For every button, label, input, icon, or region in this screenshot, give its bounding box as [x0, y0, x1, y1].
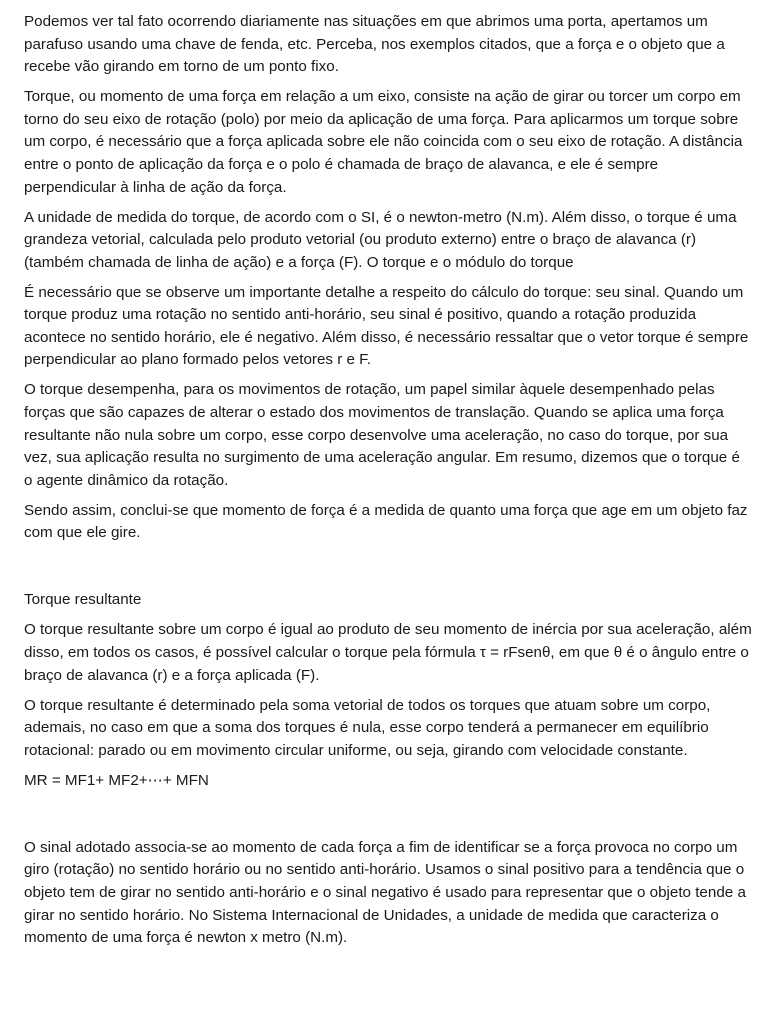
- paragraph-examples: Podemos ver tal fato ocorrendo diariamente nas situações em que abrimos uma porta, apertamos um parafuso usando uma chave de fenda, etc. Perceba, nos exemplos citados, que a força e o objeto que a recebe vão girando em torno de um ponto fixo.: [24, 13, 725, 76]
- spacer: [24, 800, 752, 837]
- document-page: [24, 11, 752, 957]
- spacer: [24, 552, 752, 589]
- formula-line: MR = MF1+ MF2+⋯+ MFN: [24, 771, 209, 789]
- paragraph-torque-sign: É necessário que se observe um importante detalhe a respeito do cálculo do torque: seu sinal. Quando um torque produz uma rotação no sentido anti-horário, seu sinal é positivo, quando a rotação produzida acontece no sentido horário, ele é negativo. Além disso, é necessário ressaltar que o vetor torque é sempre perpendicular ao plano formado pelos vetores r e F.: [24, 283, 749, 369]
- paragraph-unit-of-measure: A unidade de medida do torque, de acordo com o SI, é o newton-metro (N.m). Além disso, o torque é uma grandeza vetorial, calculada pelo produto vetorial (ou produto externo) entre o braço de alavanca (r) (também chamada de linha de ação) e a força (F). O torque e o módulo do torque: [24, 208, 737, 271]
- paragraph-sign-convention: O sinal adotado associa-se ao momento de cada força a fim de identificar se a força provoca no corpo um giro (rotação) no sentido horário ou no sentido anti-horário. Usamos o sinal positivo para a tendência que o objeto tem de girar no sentido anti-horário e o sinal negativo é usado para representar que o objeto tende a girar no sentido horário. No Sistema Internacional de Unidades, a unidade de medida que caracteriza o momento de uma força é newton x metro (N.m).: [24, 838, 746, 947]
- paragraph-resultant-formula: O torque resultante sobre um corpo é igual ao produto de seu momento de inércia por sua aceleração, além disso, em todos os casos, é possível calcular o torque pela fórmula τ = rFsenθ, em que θ é o ângulo entre o braço de alavanca (r) e a força aplicada (F).: [24, 621, 752, 684]
- section-heading: Torque resultante: [24, 591, 142, 609]
- paragraph-torque-definition: Torque, ou momento de uma força em relação a um eixo, consiste na ação de girar ou torcer um corpo em torno do seu eixo de rotação (polo) por meio da aplicação de uma força. Para aplicarmos um torque sobre um corpo, é necessário que a força aplicada sobre ele não coincida com o seu eixo de rotação. A distância entre o ponto de aplicação da força e o polo é chamada de braço de alavanca, e ele é sempre perpendicular à linha de ação da força.: [24, 88, 743, 196]
- paragraph-rotation-role: O torque desempenha, para os movimentos de rotação, um papel similar àquele desempenhado pelas forças que são capazes de alterar o estado dos movimentos de translação. Quando se aplica uma força resultante não nula sobre um corpo, esse corpo desenvolve uma aceleração, no caso do torque, por sua vez, sua aplicação resulta no surgimento de uma aceleração angular. Em resumo, dizemos que o torque é o agente dinâmico da rotação.: [24, 381, 740, 489]
- paragraph-conclusion: Sendo assim, conclui-se que momento de força é a medida de quanto uma força que age em um objeto faz com que ele gire.: [24, 501, 748, 542]
- paragraph-resultant-sum: O torque resultante é determinado pela soma vetorial de todos os torques que atuam sobre um corpo, ademais, no caso em que a soma dos torques é nula, esse corpo tenderá a permanecer em equilíbrio rotacional: parado ou em movimento circular uniforme, ou seja, girando com velocidade constante.: [24, 696, 711, 759]
